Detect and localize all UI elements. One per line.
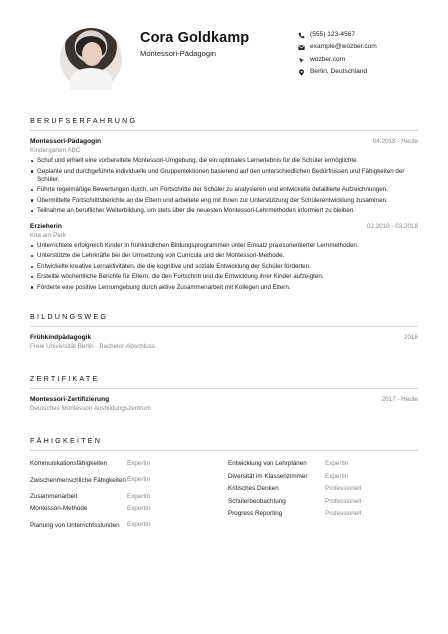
skill-row xyxy=(228,471,418,484)
skills-section xyxy=(30,436,418,535)
bullet-item: Führte regelmäßige Bewertungen durch, um Fortschritte der Schüler zu analysieren und entwickelte detaillierte Aufzeichnungen. xyxy=(30,186,418,194)
job-org: Kita am Park xyxy=(30,231,67,239)
email-text: example@wozber.com xyxy=(310,43,377,51)
certificate-date: 2017 - Heute xyxy=(381,396,418,404)
certificates-section xyxy=(30,374,418,413)
section-title-experience: BERUFSERFAHRUNG xyxy=(30,116,138,125)
skill-name: Planung von Unterrichtsstunden xyxy=(30,521,120,529)
section-divider xyxy=(30,450,418,451)
skill-row xyxy=(30,516,228,536)
skill-name: Schülerbeobachtung xyxy=(228,497,286,505)
person-role: Montessori-Pädagogin xyxy=(140,49,216,58)
education-date: 2016 xyxy=(403,333,418,341)
skill-name: Entwicklung von Lehrplänen xyxy=(228,460,307,468)
skill-level: Expertin xyxy=(127,505,151,513)
skill-name: Zwischenmenschliche Fähigkeiten xyxy=(30,476,126,484)
bullet-item: Entwickelte kreative Lernaktivitäten, die die kognitive und soziale Entwicklung der Schüler förderten. xyxy=(30,263,418,271)
skill-level: Professionell xyxy=(325,485,362,493)
skill-row xyxy=(228,496,418,509)
resume-header xyxy=(30,0,418,100)
location-text: Berlin, Deutschland xyxy=(310,68,368,76)
skill-name: Kommunikationsfähigkeiten xyxy=(30,460,108,468)
section-title-skills: FÄHIGKEITEN xyxy=(30,436,103,446)
section-title-certificates: ZERTIFIKATE xyxy=(30,374,100,384)
bullet-item: Unterstützte die Lehrkräfte bei der Umsetzung von Curricula und der Montessori-Methode. xyxy=(30,252,418,260)
skills-column-left xyxy=(30,458,228,536)
certificate-title: Montessori-Zertifizierung xyxy=(30,396,110,404)
skill-row xyxy=(30,471,228,491)
contact-phone[interactable] xyxy=(298,29,377,42)
education-section xyxy=(30,312,418,351)
bullet-item: Übermittelte Fortschrittsberichte an die Eltern und arbeitete eng mit ihnen zur Unterstützung der Schülerentwicklung zusammen. xyxy=(30,197,418,205)
education-title: Frühkindpädagogik xyxy=(30,333,92,341)
skill-name: Montessori-Methode xyxy=(30,505,88,513)
skill-row xyxy=(30,503,228,516)
website-text: wozber.com xyxy=(310,55,346,63)
skill-row xyxy=(30,458,228,471)
bullet-item: Teilnahme an beruflicher Weiterbildung, um stets über die neuesten Montessori-Lehrmethoden informiert zu bleiben. xyxy=(30,207,418,215)
education-org: Freie Universität Berlin · Bachelor-Abschluss xyxy=(30,342,155,350)
contact-website[interactable] xyxy=(298,54,377,67)
job-title: Erzieherin xyxy=(30,222,62,230)
job-date: 04.2018 - Heute xyxy=(372,137,418,145)
mail-icon xyxy=(298,44,310,51)
phone-icon xyxy=(298,32,310,39)
section-divider xyxy=(30,130,418,131)
skill-name: Diversität im Klassenzimmer xyxy=(228,472,308,480)
skill-level: Expertin xyxy=(127,521,151,529)
skill-level: Expertin xyxy=(127,460,151,468)
skill-name: Zusammenarbeit xyxy=(30,492,78,500)
section-divider xyxy=(30,326,418,327)
person-name: Cora Goldkamp xyxy=(140,30,250,46)
contact-email[interactable] xyxy=(298,42,377,55)
skills-column-right xyxy=(228,458,418,536)
skill-row xyxy=(228,483,418,496)
bullet-item: Unterrichtete erfolgreich Kinder in frühkindlichen Bildungsprogrammen unter Einsatz praxisorientierter Lernmethoden. xyxy=(30,242,418,250)
skill-level: Expertin xyxy=(127,476,151,484)
job-bullets xyxy=(30,242,418,292)
skill-row xyxy=(30,491,228,504)
job-bullets xyxy=(30,157,418,216)
skill-level: Expertin xyxy=(325,460,349,468)
job-date: 02.2016 - 03.2018 xyxy=(366,222,418,230)
job-entry xyxy=(30,223,418,293)
certificate-org: Deutsches Montessori Ausbildungszentrum xyxy=(30,404,151,412)
bullet-item: Geplante und durchgeführte individuelle und Gruppenlektionen basierend auf den unterschiedlichen Bedürfnissen und Fähigkeiten der Schüler. xyxy=(30,168,418,185)
section-divider xyxy=(30,388,418,389)
bullet-item: Schuf und erhielt eine vorbereitete Montessori-Umgebung, die ein optimales Lernerlebnis für die Schüler ermöglichte. xyxy=(30,157,418,165)
skill-level: Expertin xyxy=(325,472,349,480)
skill-level: Expertin xyxy=(127,492,151,500)
job-title: Montessori-Pädagogin xyxy=(30,137,102,145)
profile-photo xyxy=(60,28,122,90)
phone-text: (555) 123-4567 xyxy=(310,30,356,38)
bullet-item: Förderte eine positive Lernumgebung durch aktive Zusammenarbeit mit Kollegen und Eltern. xyxy=(30,284,418,292)
skill-name: Kritisches Denken xyxy=(228,485,279,493)
skill-level: Professionell xyxy=(325,497,362,505)
skill-row xyxy=(228,458,418,471)
bullet-item: Erstellte wöchentliche Berichte für Eltern, die den Fortschritt und die Entwicklung ihrer Kinder aufzeigten. xyxy=(30,273,418,281)
location-pin-icon xyxy=(298,69,310,76)
link-icon xyxy=(298,57,310,64)
job-org: Kindergarten ABC xyxy=(30,146,81,154)
contact-location xyxy=(298,67,377,80)
experience-section xyxy=(30,116,418,292)
contact-list xyxy=(298,29,377,79)
section-title-education: BILDUNGSWEG xyxy=(30,312,109,322)
skill-level: Professionell xyxy=(325,510,362,518)
skill-name: Progress Reporting xyxy=(228,510,283,518)
job-entry xyxy=(30,138,418,216)
skill-row xyxy=(228,508,418,521)
